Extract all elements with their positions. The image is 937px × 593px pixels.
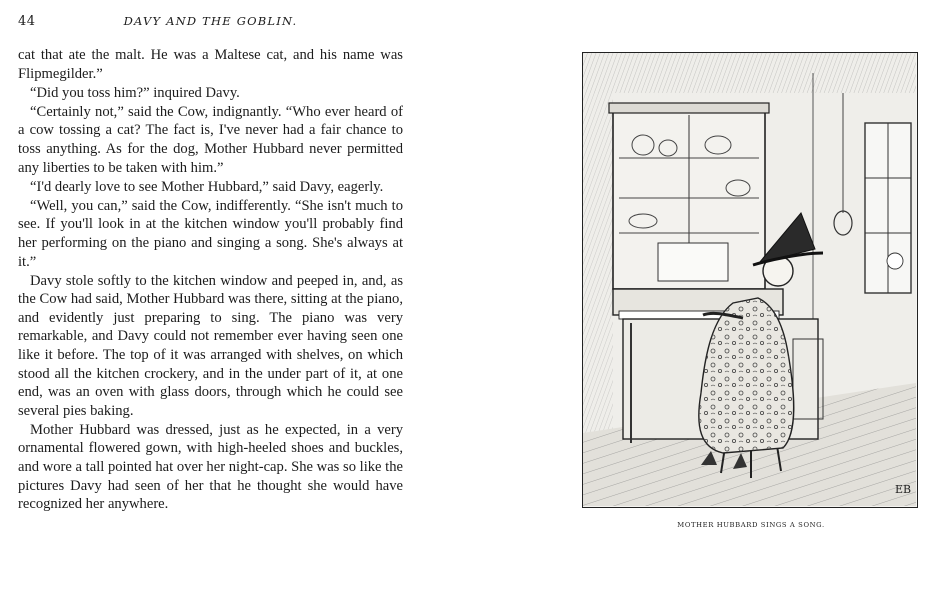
paragraph: “Certainly not,” said the Cow, indignantly. “Who ever heard of a cow tossing a cat? The fact is, I've never had a fair chance to toss anything. As for the dog, Mother Hubbard never permitted any liberties to be taken with him.” — [18, 103, 403, 176]
right-page — [582, 52, 920, 592]
book-title: DAVY AND THE GOBLIN. — [123, 14, 298, 28]
paragraph: Davy stole softly to the kitchen window and peeped in, and, as the Cow had said, Mother Hubbard was there, sitting at the piano, and evidently just preparing to sing. The piano was very remarkable, and Davy could not remember ever having seen one like it before. The top of it was arranged with shelves, on which stood all the kitchen crockery, and in the under part of it, at one end, was an oven with glass doors, through which he could see several pies baking. — [18, 272, 403, 419]
body-text — [18, 46, 403, 514]
running-head — [18, 14, 403, 36]
illustration-drawing — [583, 53, 916, 506]
page-number: 44 — [18, 14, 36, 29]
paragraph: cat that ate the malt. He was a Maltese cat, and his name was Flipmegilder.” — [18, 47, 403, 82]
artist-signature: EB — [895, 483, 912, 496]
figure-caption: MOTHER HUBBARD SINGS A SONG. — [677, 521, 825, 529]
paragraph: “Well, you can,” said the Cow, indifferently. “She isn't much to see. If you'll look in at the kitchen window you'll probably find her performing on the piano and singing a song. She's always at it.” — [18, 197, 403, 270]
illustration — [582, 52, 918, 508]
paragraph: “I'd dearly love to see Mother Hubbard,” said Davy, eagerly. — [30, 178, 384, 195]
paragraph: Mother Hubbard was dressed, just as he expected, in a very ornamental flowered gown, with high-heeled shoes and buckles, and wore a tall pointed hat over her night-cap. She was so like the pictures Davy had seen of her that he thought she would have recognized her anywhere. — [18, 421, 403, 513]
paragraph: “Did you toss him?” inquired Davy. — [30, 84, 240, 101]
left-page — [18, 14, 403, 584]
